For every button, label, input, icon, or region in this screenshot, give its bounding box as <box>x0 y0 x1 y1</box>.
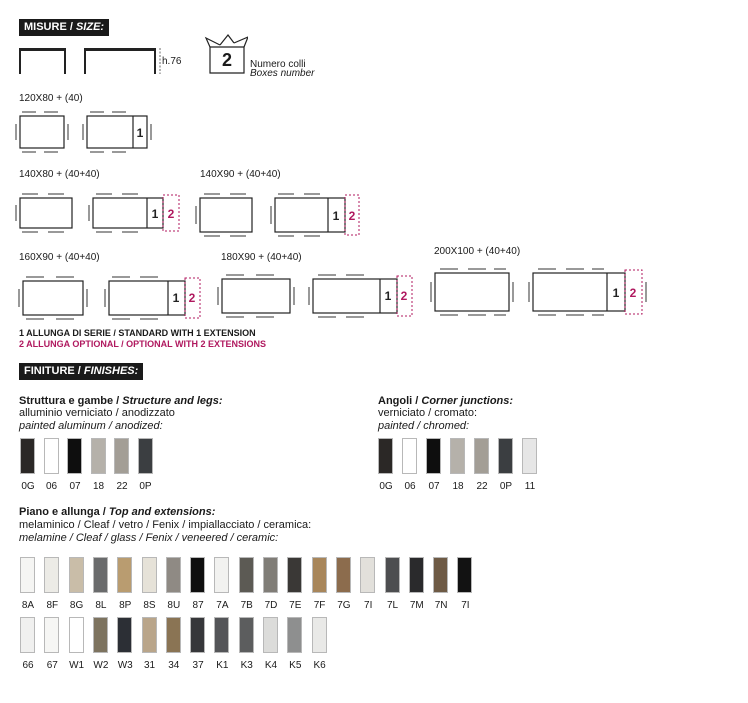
top-title: Piano e allunga / Top and extensions: <box>19 506 216 518</box>
ext-number-t6-2: 2 <box>629 286 637 300</box>
top-swatch-code: 7D <box>264 600 278 611</box>
top-swatch-8u <box>166 557 181 593</box>
top-swatch-code: 7N <box>434 600 448 611</box>
top-swatch-code: 87 <box>192 600 204 611</box>
top-subtitle-en: melamine / Cleaf / glass / Fenix / veneered / ceramic: <box>19 532 279 544</box>
top-swatch-code: 7E <box>289 600 302 611</box>
top-swatch-8a <box>20 557 35 593</box>
top-swatch-code: 8L <box>95 600 107 611</box>
top-swatch-8s <box>142 557 157 593</box>
boxes-label-it: Numero colli <box>250 59 306 70</box>
corner-swatch-code: 07 <box>428 481 440 492</box>
top-swatch-7e <box>287 557 302 593</box>
top-swatch-7g <box>336 557 351 593</box>
structure-swatch-code: 18 <box>92 481 105 492</box>
top-swatch-code: 8G <box>69 600 84 611</box>
size-label-180x90: 180X90 + (40+40) <box>221 252 302 263</box>
note-optional-extension: 2 ALLUNGA OPTIONAL / OPTIONAL WITH 2 EXTENSIONS <box>19 339 267 349</box>
corner-swatch-code: 0P <box>499 481 513 492</box>
top-swatch-w3 <box>117 617 132 653</box>
top-swatch-code: 37 <box>192 660 204 671</box>
structure-swatch-07 <box>67 438 82 474</box>
corners-subtitle-it: verniciato / cromato: <box>378 407 478 419</box>
structure-swatch-06 <box>44 438 59 474</box>
corner-swatch-code: 18 <box>452 481 464 492</box>
top-swatch-code: W3 <box>117 660 133 671</box>
top-swatch-code: 8P <box>119 600 132 611</box>
top-swatch-37 <box>190 617 205 653</box>
top-swatch-code: W1 <box>69 660 85 671</box>
top-swatch-code: 7A <box>216 600 229 611</box>
sizes-header: MISURE / SIZE: <box>19 19 109 36</box>
boxes-label-en: Boxes number <box>250 68 315 79</box>
structure-swatch-18 <box>91 438 106 474</box>
top-swatch-7i <box>457 557 472 593</box>
corner-swatch-code: 22 <box>476 481 488 492</box>
top-swatch-66 <box>20 617 35 653</box>
structure-swatch-code: 22 <box>116 481 128 492</box>
top-swatch-w1 <box>69 617 84 653</box>
top-swatch-34 <box>166 617 181 653</box>
top-swatch-k6 <box>312 617 327 653</box>
top-swatch-7l <box>385 557 400 593</box>
boxes-number: 2 <box>221 50 232 70</box>
ext-number-t2-2: 2 <box>167 207 175 221</box>
size-label-200x100: 200X100 + (40+40) <box>434 246 521 257</box>
top-swatch-code: 7B <box>240 600 253 611</box>
top-swatch-8l <box>93 557 108 593</box>
finishes-header: FINITURE / FINISHES: <box>19 363 143 380</box>
top-swatch-code: W2 <box>93 660 109 671</box>
size-label-140x90: 140X90 + (40+40) <box>200 169 281 180</box>
corner-swatch-code: 0G <box>379 481 393 492</box>
top-swatch-code: 7L <box>386 600 399 611</box>
top-swatch-code: 8F <box>46 600 59 611</box>
ext-number-t6-1: 1 <box>612 286 620 300</box>
ext-number-t5-1: 1 <box>384 289 392 303</box>
top-swatch-w2 <box>93 617 108 653</box>
top-swatch-k5 <box>287 617 302 653</box>
structure-subtitle-it: alluminio verniciato / anodizzato <box>19 407 175 419</box>
top-swatch-7n <box>433 557 448 593</box>
top-swatch-k4 <box>263 617 278 653</box>
structure-swatch-code: 0P <box>139 481 152 492</box>
top-subtitle-it: melaminico / Cleaf / vetro / Fenix / impiallacciato / ceramica: <box>19 519 312 531</box>
ext-number-t3-1: 1 <box>332 209 340 223</box>
top-swatch-code: 34 <box>168 660 180 671</box>
structure-subtitle-en: painted aluminum / anodized: <box>19 420 163 432</box>
top-swatch-8p <box>117 557 132 593</box>
top-swatch-code: 8A <box>21 600 35 611</box>
top-swatch-code: 8S <box>143 600 156 611</box>
top-swatch-7i <box>360 557 375 593</box>
corner-swatch-0p <box>498 438 513 474</box>
top-swatch-code: 7G <box>337 600 351 611</box>
corner-swatch-18 <box>450 438 465 474</box>
top-swatch-code: K1 <box>216 660 229 671</box>
structure-swatch-code: 0G <box>21 481 35 492</box>
ext-number-t3-2: 2 <box>348 209 356 223</box>
top-swatch-87 <box>190 557 205 593</box>
ext-number-t1-1: 1 <box>136 126 144 140</box>
structure-swatch-code: 07 <box>69 481 81 492</box>
table-plans <box>0 0 748 330</box>
structure-title: Struttura e gambe / Structure and legs: <box>19 395 223 407</box>
corner-swatch-code: 06 <box>404 481 416 492</box>
size-label-160x90: 160X90 + (40+40) <box>19 252 100 263</box>
top-swatch-code: 66 <box>22 660 34 671</box>
top-swatch-code: K6 <box>313 660 326 671</box>
top-swatch-7b <box>239 557 254 593</box>
ext-number-t5-2: 2 <box>400 289 408 303</box>
corners-subtitle-en: painted / chromed: <box>378 420 470 432</box>
top-swatch-code: 8U <box>167 600 181 611</box>
top-swatch-code: 7M <box>409 600 424 611</box>
top-swatch-code: K3 <box>240 660 253 671</box>
size-label-140x80: 140X80 + (40+40) <box>19 169 100 180</box>
top-swatch-7f <box>312 557 327 593</box>
corner-swatch-11 <box>522 438 537 474</box>
ext-number-t4-1: 1 <box>172 291 180 305</box>
top-swatch-code: 7F <box>313 600 326 611</box>
top-swatch-31 <box>142 617 157 653</box>
top-swatch-8f <box>44 557 59 593</box>
top-swatch-code: K5 <box>289 660 302 671</box>
structure-swatch-0p <box>138 438 153 474</box>
corner-swatch-22 <box>474 438 489 474</box>
corner-swatch-0g <box>378 438 393 474</box>
top-swatch-7a <box>214 557 229 593</box>
top-swatch-67 <box>44 617 59 653</box>
corner-swatch-code: 11 <box>524 481 536 492</box>
note-standard-extension: 1 ALLUNGA DI SERIE / STANDARD WITH 1 EXTENSION <box>19 328 256 338</box>
top-swatch-k1 <box>214 617 229 653</box>
top-swatch-7d <box>263 557 278 593</box>
corner-swatch-07 <box>426 438 441 474</box>
top-swatch-code: 7I <box>364 600 373 611</box>
structure-swatch-22 <box>114 438 129 474</box>
top-swatch-code: 31 <box>143 660 156 671</box>
top-swatch-k3 <box>239 617 254 653</box>
top-swatch-7m <box>409 557 424 593</box>
structure-swatch-0g <box>20 438 35 474</box>
height-label: h.76 <box>162 56 182 67</box>
top-swatch-code: K4 <box>264 660 278 671</box>
top-swatch-code: 7I <box>461 600 470 611</box>
corners-title: Angoli / Corner junctions: <box>378 395 514 407</box>
top-swatch-code: 67 <box>46 660 58 671</box>
top-swatch-8g <box>69 557 84 593</box>
size-label-120x80: 120X80 + (40) <box>19 93 83 104</box>
corner-swatch-06 <box>402 438 417 474</box>
ext-number-t4-2: 2 <box>188 291 196 305</box>
structure-swatch-code: 06 <box>45 481 58 492</box>
ext-number-t2-1: 1 <box>151 207 159 221</box>
